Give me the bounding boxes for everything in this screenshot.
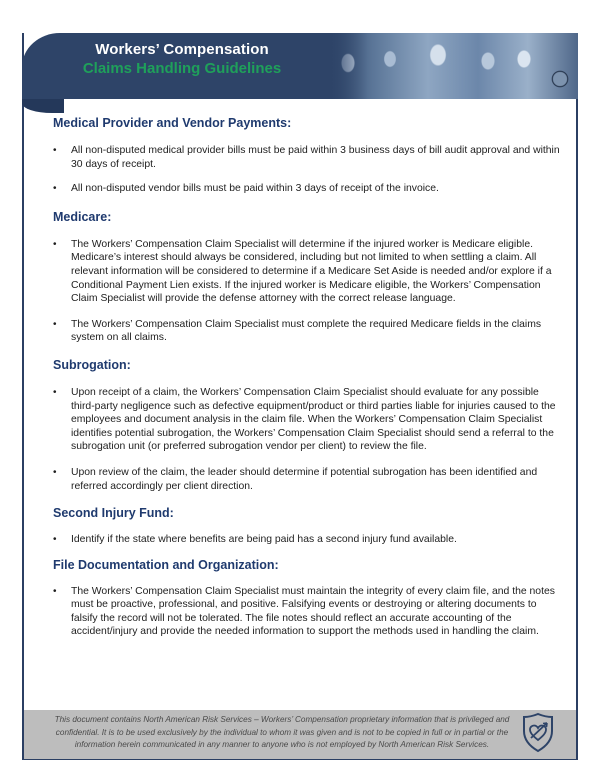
second-injury-fund-list — [53, 533, 563, 547]
bullet-icon: • — [53, 466, 57, 478]
list-item: • Upon review of the claim, the leader should determine if potential subrogation has been identified and referred accordingly per client direction. — [53, 466, 538, 492]
list-item: • All non-disputed medical provider bills must be paid within 3 business days of bill audit approval and within 30 days of receipt. — [53, 145, 560, 170]
bullet-icon: • — [53, 238, 57, 250]
medicare-list — [53, 238, 563, 345]
section-heading-file-documentation: File Documentation and Organization: — [53, 557, 279, 572]
list-item: • All non-disputed vendor bills must be paid within 3 days of receipt of the invoice. — [53, 183, 439, 195]
bullet-icon: • — [53, 145, 57, 156]
section-heading-second-injury-fund: Second Injury Fund: — [53, 506, 174, 521]
list-item: • The Workers’ Compensation Claim Specialist will determine if the injured worker is Medicare eligible. Medicare’s interest should always be considered, including but not limited to when settling a claim. All relevant information will be considered to determine if a Medicare Set Aside is needed and/or explore if a Conditional Payment Lien exists. If the injured worker is Medicare eligible, the Workers’ Compensation Claim Specialist will provide the defense attorney with the correct release language. — [53, 238, 552, 305]
bullet-icon: • — [53, 386, 57, 398]
bullet-icon: • — [53, 585, 57, 597]
document-title: Workers’ Compensation — [95, 41, 269, 58]
section-heading-medicare: Medicare: — [53, 209, 112, 224]
list-item: • Identify if the state where benefits are being paid has a second injury fund available. — [53, 534, 457, 546]
document-body — [53, 116, 563, 639]
shield-heart-icon — [521, 711, 555, 753]
payments-list — [53, 144, 563, 196]
file-documentation-list — [53, 585, 563, 639]
header-photo-collage — [328, 33, 578, 99]
subrogation-list — [53, 386, 563, 493]
list-item: • Upon receipt of a claim, the Workers’ Compensation Claim Specialist should evaluate for any possible third-party negligence such as defective equipment/product or third parties liable for injuries caused to the employees and document analysis in the claim file. When the Workers’ Compensation Claim Specialist identifies potential subrogation, the Workers’ Compensation Claim Specialist should send a referral to the subrogation unit (or preferred subrogation vendor per client) to review the file. — [53, 386, 556, 453]
list-item: • The Workers’ Compensation Claim Specialist must complete the required Medicare fields in the claims system on all claims. — [53, 318, 542, 344]
list-item: • The Workers’ Compensation Claim Specialist must maintain the integrity of every claim file, and the notes must be proactive, professional, and positive. Falsifying events or destroying or altering documents to falsify the record will not be tolerated. The file notes should reflect an accurate accounting of the accident/injury and provide the needed information to support the methods used in handling the claim. — [53, 585, 555, 638]
document-subtitle: Claims Handling Guidelines — [82, 60, 282, 77]
section-heading-payments: Medical Provider and Vendor Payments: — [53, 116, 292, 130]
bullet-icon: • — [53, 183, 57, 195]
bullet-icon: • — [53, 318, 57, 330]
footer-disclaimer: This document contains North American Risk Services – Workers’ Compensation proprietary information that is privileged and confidential. It is to be used exclusively by the individual to whom it was given and is not to be copied in full or in partial or the information herein communicated in any manner to anyone who is not employed by North American Risk Services. — [54, 715, 510, 749]
bullet-icon: • — [53, 534, 57, 546]
section-heading-subrogation: Subrogation: — [53, 357, 131, 372]
